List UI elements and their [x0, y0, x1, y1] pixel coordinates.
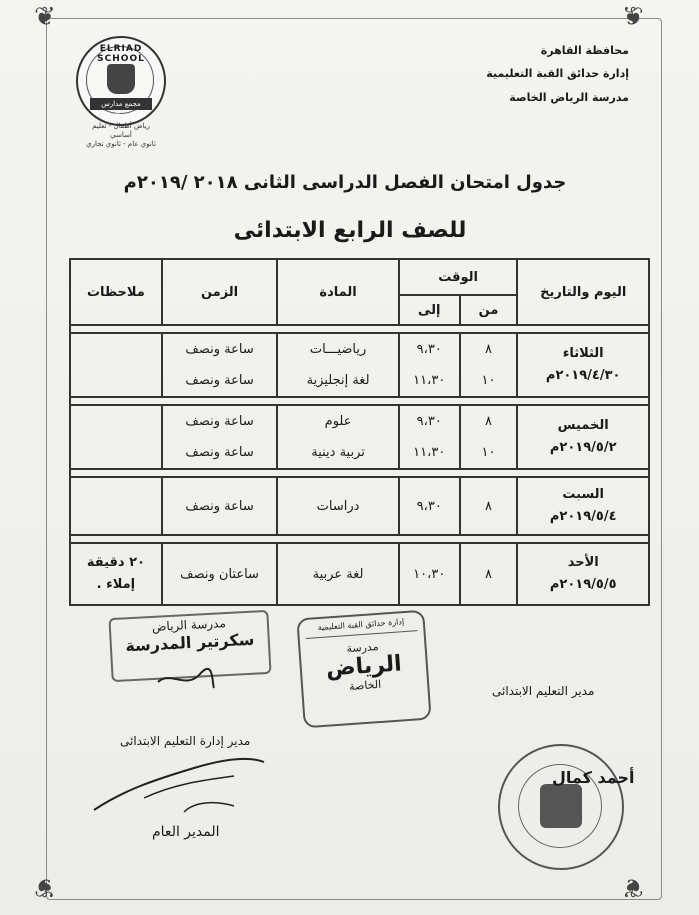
primary-director-label: مدير التعليم الابتدائى: [492, 684, 595, 698]
to-value: ٩،٣٠: [416, 414, 442, 429]
header-governorate: محافظة القاهرة: [540, 44, 629, 57]
header-administration: إدارة حدائق القبة التعليمية: [486, 67, 629, 80]
exam-date: ٢٠١٩/٥/٢م: [549, 440, 617, 455]
exam-date: ٢٠١٩/٤/٣٠م: [545, 368, 621, 383]
stamp-text: سكرتير المدرسة: [124, 629, 255, 656]
logo-caption-line: رياض أطفال - تعليم أساسي: [92, 122, 150, 139]
from-value: ٨: [485, 342, 493, 357]
exam-schedule-table: [69, 258, 650, 606]
logo-caption: [84, 122, 158, 149]
to-value: ١١،٣٠: [413, 445, 446, 460]
duration-cell: ساعتان ونصف: [162, 543, 277, 605]
exam-date: ٢٠١٩/٥/٤م: [549, 509, 617, 524]
subject-cell: [277, 333, 399, 397]
table-row: [70, 543, 649, 605]
stamp-text: الرياض: [325, 651, 403, 682]
corner-ornament-icon: ❦: [34, 872, 56, 902]
notes-value: إملاء .: [96, 577, 136, 592]
duration-cell: [162, 333, 277, 397]
header-notes: ملاحظات: [70, 259, 162, 325]
table-row: [70, 333, 649, 397]
stamp-text: الخاصة: [348, 677, 382, 694]
subject-value: تربية دينية: [311, 445, 365, 460]
notes-cell: [70, 543, 162, 605]
header-day-date: اليوم والتاريخ: [517, 259, 649, 325]
signature-scribble-icon: [150, 660, 220, 700]
subject-cell: لغة عربية: [277, 543, 399, 605]
duration-value: ساعة ونصف: [185, 342, 254, 357]
from-cell: ٨: [460, 477, 518, 535]
duration-cell: [162, 405, 277, 469]
to-cell: ١٠،٣٠: [399, 543, 460, 605]
table-row: [70, 405, 649, 469]
stamp-text: إدارة حدائق القبة التعليمية: [304, 612, 417, 639]
from-cell: [460, 333, 518, 397]
from-cell: [460, 405, 518, 469]
notes-cell: [70, 405, 162, 469]
notes-value: ٢٠ دقيقة: [86, 555, 145, 570]
logo-school-name: ELRIAD SCHOOL: [97, 44, 145, 64]
subject-cell: [277, 405, 399, 469]
seal-emblem-icon: [540, 784, 582, 828]
general-director-label: المدير العام: [152, 824, 220, 840]
corner-ornament-icon: ❦: [622, 2, 644, 32]
header-to: إلى: [399, 295, 460, 325]
signature-scribble-icon: [84, 740, 274, 830]
from-cell: ٨: [460, 543, 518, 605]
document-title: جدول امتحان الفصل الدراسى الثانى ٢٠١٨ /٢٠١٩م: [123, 172, 567, 193]
signed-name: أحمد كمال: [552, 768, 635, 787]
header-duration: الزمن: [162, 259, 277, 325]
logo-arabic-name: مجمع مدارس الرياض الخاصة: [90, 98, 152, 110]
subject-value: رياضيـــات: [309, 342, 367, 357]
admin-director-label: مدير إدارة التعليم الابتدائى: [120, 734, 251, 748]
official-seal-icon: [498, 744, 624, 870]
from-value: ٨: [485, 414, 493, 429]
grade-title: للصف الرابع الابتدائى: [233, 218, 467, 243]
logo-caption-line: ثانوي عام - ثانوي تجاري: [86, 140, 156, 148]
header-from: من: [460, 295, 518, 325]
header-subject: المادة: [277, 259, 399, 325]
duration-value: ساعة ونصف: [185, 414, 254, 429]
to-value: ١١،٣٠: [413, 373, 446, 388]
subject-value: لغة إنجليزية: [306, 373, 370, 388]
header-time: الوقت: [399, 259, 518, 295]
day-date-cell: [517, 405, 649, 469]
notes-cell: [70, 333, 162, 397]
day-name: السبت: [562, 487, 605, 502]
duration-cell: ساعة ونصف: [162, 477, 277, 535]
day-name: الثلاثاء: [562, 346, 604, 361]
header-school: مدرسة الرياض الخاصة: [509, 91, 629, 104]
day-date-cell: [517, 333, 649, 397]
day-name: الخميس: [557, 418, 609, 433]
notes-cell: [70, 477, 162, 535]
from-value: ١٠: [481, 445, 496, 460]
from-value: ١٠: [481, 373, 496, 388]
subject-cell: دراسات: [277, 477, 399, 535]
day-date-cell: [517, 477, 649, 535]
to-value: ٩،٣٠: [416, 342, 442, 357]
day-date-cell: [517, 543, 649, 605]
subject-value: علوم: [324, 414, 352, 429]
corner-ornament-icon: ❦: [34, 2, 56, 32]
duration-value: ساعة ونصف: [185, 445, 254, 460]
to-cell: [399, 405, 460, 469]
duration-value: ساعة ونصف: [185, 373, 254, 388]
stamp-text: مدرسة: [346, 639, 379, 656]
logo-emblem-icon: [107, 64, 135, 94]
exam-date: ٢٠١٩/٥/٥م: [549, 577, 617, 592]
corner-ornament-icon: ❦: [622, 872, 644, 902]
stamp-text: مدرسة الرياض: [151, 616, 227, 634]
day-name: الأحد: [567, 555, 599, 570]
table-row: [70, 477, 649, 535]
to-cell: ٩،٣٠: [399, 477, 460, 535]
school-stamp: [296, 610, 431, 729]
to-cell: [399, 333, 460, 397]
school-logo: [76, 36, 166, 126]
